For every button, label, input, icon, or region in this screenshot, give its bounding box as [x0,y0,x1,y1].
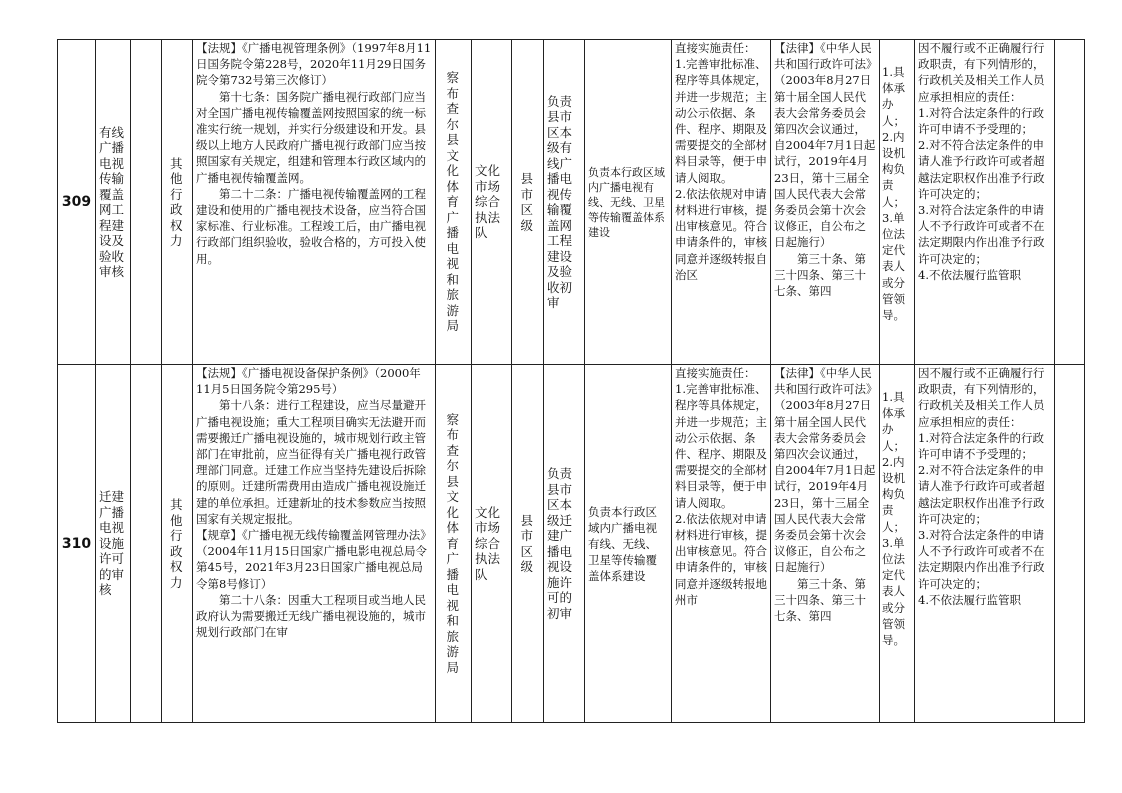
legal-basis: 【法规】《广播电视设备保护条例》（2000年11月5日国务院令第295号） 第十八条：进行工程建设，应当尽量避开广播电视设施；重大工程项目确实无法避开而需要搬迁广播电视设施的，城市规划行政主管部门在审批前，应当征得有关广播电视行政管理部门同意。迁建工作应当坚持先建设后拆除的原则。迁建所需费用由造成广播电视设施迁建的单位承担。迁建新址的技术参数应当按照国家有关规定报批。 【规章】《广播电视无线传输覆盖网管理办法》（2004年11月15日国家广播电影电视总局令第45号，2021年3月23日国家广播电视总局令第8号修订） 第二十八条：因重大工程项目或当地人民政府认为需要搬迁无线广播电视设施的，城市规划行政部门在审 [193,365,436,723]
item-scope: 负责本行政区域内广播电视有线、无线、卫星等传输覆盖体系建设 [585,40,672,365]
executing-unit: 文化市场综合执法队 [472,40,512,365]
remarks [1055,365,1085,723]
power-type: 其他行政权力 [162,365,193,723]
table-row [58,365,1085,723]
item-content: 负责县市区本级有线广播电视传输覆盖网工程建设及验收初审 [544,40,585,365]
sub-item [131,40,162,365]
responsibility: 直接实施责任： 1.完善审批标准、程序等具体规定，并进一步规范；主动公示依据、条件、程序、期限及需要提交的全部材料目录等，便于申请人阅取。 2.依法依规对申请材料进行审核，提出审核意见。符合申请条件的，审核同意并逐级转报地州市 [672,365,771,723]
power-type: 其他行政权力 [162,40,193,365]
item-name: 有线广播电视传输覆盖网工程建设及验收审核 [96,40,131,365]
responsible-person: 1.具体承办人； 2.内设机构负责人； 3.单位法定代表人或分管领导。 [880,365,915,723]
implementing-body: 察布查尔县文化体育广播电视和旅游局 [436,365,472,723]
accountability: 因不履行或不正确履行行政职责，有下列情形的，行政机关及相关工作人员应承担相应的责任： 1.对符合法定条件的行政许可申请不予受理的； 2.对不符合法定条件的申请人准予行政许可或者超越法定职权作出准予行政许可决定的； 3.对符合法定条件的申请人不予行政许可或者不在法定期限内作出准予行政许可决定的； 4.不依法履行监管职 [915,40,1055,365]
item-name: 迁建广播电视设施许可的审核 [96,365,131,723]
item-scope: 负责本行政区域内广播电视有线、无线、卫星等传输覆盖体系建设 [585,365,672,723]
power-list-table [57,39,1085,723]
responsibility: 直接实施责任： 1.完善审批标准、程序等具体规定，并进一步规范；主动公示依据、条件、程序、期限及需要提交的全部材料目录等，便于申请人阅取。 2.依法依规对申请材料进行审核，提出审核意见。符合申请条件的，审核同意并逐级转报自治区 [672,40,771,365]
sub-item [131,365,162,723]
item-content: 负责县市区本级迁建广播电视设施许可的初审 [544,365,585,723]
responsibility-basis: 【法律】《中华人民共和国行政许可法》（2003年8月27日第十届全国人民代表大会常务委员会第四次会议通过，自2004年7月1日起试行，2019年4月23日，第十三届全国人民代表大会常务委员会第十次会议修正，自公布之日起施行） 第三十条、第三十四条、第三十七条、第四 [771,40,880,365]
table-row [58,40,1085,365]
accountability: 因不履行或不正确履行行政职责，有下列情形的，行政机关及相关工作人员应承担相应的责任： 1.对符合法定条件的行政许可申请不予受理的； 2.对不符合法定条件的申请人准予行政许可或者超越法定职权作出准予行政许可决定的； 3.对符合法定条件的申请人不予行政许可或者不在法定期限内作出准予行政许可决定的； 4.不依法履行监管职 [915,365,1055,723]
executing-unit: 文化市场综合执法队 [472,365,512,723]
row-number: 309 [58,40,96,365]
remarks [1055,40,1085,365]
administrative-level: 县市区级 [512,40,544,365]
responsibility-basis: 【法律】《中华人民共和国行政许可法》（2003年8月27日第十届全国人民代表大会常务委员会第四次会议通过，自2004年7月1日起试行，2019年4月23日，第十三届全国人民代表大会常务委员会第十次会议修正，自公布之日起施行） 第三十条、第三十四条、第三十七条、第四 [771,365,880,723]
responsible-person: 1.具体承办人； 2.内设机构负责人； 3.单位法定代表人或分管领导。 [880,40,915,365]
row-number: 310 [58,365,96,723]
implementing-body: 察布查尔县文化体育广播电视和旅游局 [436,40,472,365]
legal-basis: 【法规】《广播电视管理条例》（1997年8月11日国务院令第228号，2020年11月29日国务院令第732号第三次修订） 第十七条：国务院广播电视行政部门应当对全国广播电视传输覆盖网按照国家的统一标准实行统一规划，并实行分级建设和开发。县级以上地方人民政府广播电视行政部门应当按照国家有关规定，组建和管理本行政区域内的广播电视传输覆盖网。 第二十二条：广播电视传输覆盖网的工程建设和使用的广播电视技术设备，应当符合国家标准、行业标准。工程竣工后，由广播电视行政部门组织验收，验收合格的，方可投入使用。 [193,40,436,365]
administrative-level: 县市区级 [512,365,544,723]
